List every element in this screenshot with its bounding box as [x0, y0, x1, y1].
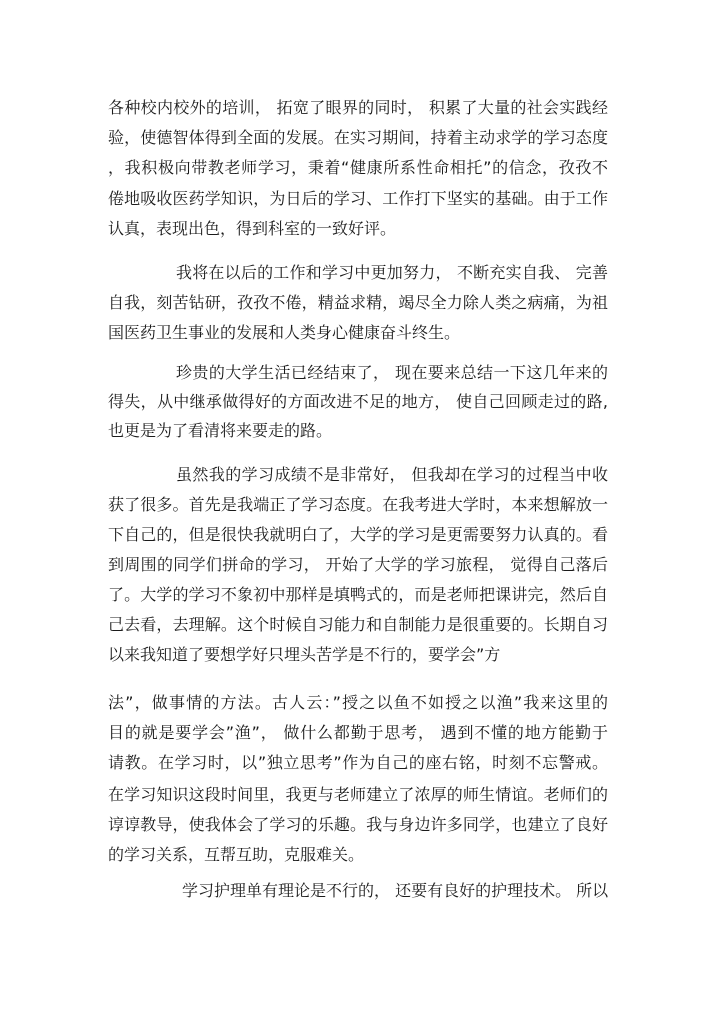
text-line: 各种校内校外的培训， 拓宽了眼界的同时， 积累了大量的社会实践经: [108, 98, 608, 117]
text-line: 获了很多。首先是我端正了学习态度。在我考进大学时，本来想解放一: [108, 495, 608, 514]
text-line: 倦地吸收医药学知识，为日后的学习、工作打下坚实的基础。由于工作: [108, 189, 608, 208]
text-line: 验，使德智体得到全面的发展。在实习期间，持着主动求学的学习态度: [108, 128, 608, 147]
text-line: 了。大学的学习不象初中那样是填鸭式的，而是老师把课讲完，然后自: [108, 585, 608, 604]
text-line: 得失，从中继承做得好的方面改进不足的地方， 使自己回顾走过的路,: [108, 392, 608, 411]
text-line: 我将在以后的工作和学习中更加努力， 不断充实自我、 完善: [176, 263, 608, 282]
text-line: 珍贵的大学生活已经结束了， 现在要来总结一下这几年来的: [176, 363, 608, 382]
text-line: 下自己的，但是很快我就明白了，大学的学习是更需要努力认真的。看: [108, 525, 608, 544]
text-line: 也更是为了看清将来要走的路。: [108, 421, 333, 440]
text-line: 以来我知道了要想学好只埋头苦学是不行的，要学会”方: [108, 645, 501, 664]
text-line: 认真，表现出色，得到科室的一致好评。: [108, 219, 397, 238]
text-line: ，我积极向带教老师学习，秉着“健康所系性命相托”的信念，孜孜不: [108, 158, 608, 177]
text-line: 的学习关系，互帮互助，克服难关。: [108, 845, 365, 864]
text-line: 请教。在学习时，以”独立思考”作为自己的座右铭，时刻不忘警戒。: [108, 753, 608, 772]
text-line: 自我，刻苦钻研，孜孜不倦，精益求精，竭尽全力除人类之病痛，为祖: [108, 293, 608, 312]
text-line: 在学习知识这段时间里，我更与老师建立了浓厚的师生情谊。老师们的: [108, 785, 608, 804]
text-line: 虽然我的学习成绩不是非常好， 但我却在学习的过程当中收: [176, 465, 608, 484]
text-line: 目的就是要学会”渔”， 做什么都勤于思考， 遇到不懂的地方能勤于: [108, 723, 608, 742]
text-line: 到周围的同学们拼命的学习， 开始了大学的学习旅程， 觉得自己落后: [108, 555, 608, 574]
text-line: 学习护理单有理论是不行的， 还要有良好的护理技术。 所以: [182, 881, 608, 900]
text-line: 法”，做事情的方法。古人云：”授之以鱼不如授之以渔”我来这里的: [108, 693, 608, 712]
text-line: 国医药卫生事业的发展和人类身心健康奋斗终生。: [108, 323, 461, 342]
text-line: 己去看，去理解。这个时候自习能力和自制能力是很重要的。长期自习: [108, 615, 608, 634]
text-line: 谆谆教导，使我体会了学习的乐趣。我与身边许多同学，也建立了良好: [108, 815, 608, 834]
